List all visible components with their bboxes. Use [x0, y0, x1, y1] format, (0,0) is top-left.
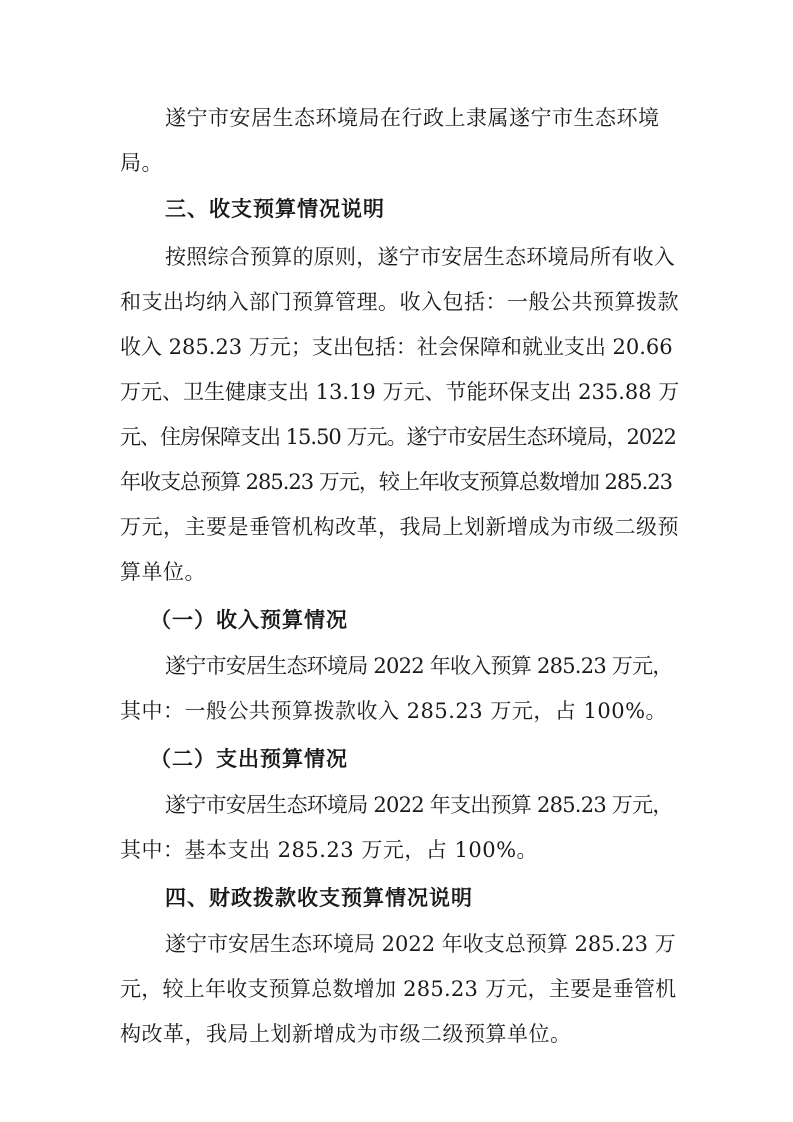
paragraph-line: 万元、卫生健康支出 13.19 万元、节能环保支出 235.88 万: [120, 380, 680, 404]
paragraph-line: 其中：基本支出 285.23 万元，占 100%。: [120, 838, 539, 862]
paragraph-line: 元、住房保障支出 15.50 万元。遂宁市安居生态环境局，2022: [120, 425, 676, 449]
subsection-heading: （一）收入预算情况: [150, 608, 348, 632]
paragraph-line: 遂宁市安居生态环境局 2022 年收入预算 285.23 万元，: [165, 654, 673, 678]
paragraph-line: 遂宁市安居生态环境局 2022 年支出预算 285.23 万元，: [165, 793, 673, 817]
paragraph-line: 遂宁市安居生态环境局在行政上隶属遂宁市生态环境: [165, 106, 660, 130]
paragraph-line: 算单位。: [120, 560, 206, 584]
section-heading: 四、财政拨款收支预算情况说明: [165, 886, 473, 910]
paragraph-line: 其中：一般公共预算拨款收入 285.23 万元，占 100%。: [120, 699, 668, 723]
paragraph-line: 局。: [120, 151, 163, 175]
paragraph-line: 元，较上年收支预算总数增加 285.23 万元，主要是垂管机: [120, 977, 677, 1001]
paragraph-line: 按照综合预算的原则，遂宁市安居生态环境局所有收入: [165, 245, 675, 269]
subsection-heading: （二）支出预算情况: [150, 747, 348, 771]
paragraph-line: 收入 285.23 万元；支出包括：社会保障和就业支出 20.66: [120, 335, 673, 359]
paragraph-line: 和支出均纳入部门预算管理。收入包括：一般公共预算拨款: [120, 290, 679, 314]
paragraph-line: 遂宁市安居生态环境局 2022 年收支总预算 285.23 万: [165, 932, 676, 956]
paragraph-line: 万元，主要是垂管机构改革，我局上划新增成为市级二级预: [120, 515, 679, 539]
section-heading: 三、收支预算情况说明: [165, 197, 385, 221]
paragraph-line: 构改革，我局上划新增成为市级二级预算单位。: [120, 1022, 572, 1046]
paragraph-line: 年收支总预算 285.23 万元，较上年收支预算总数增加 285.23: [120, 470, 672, 494]
